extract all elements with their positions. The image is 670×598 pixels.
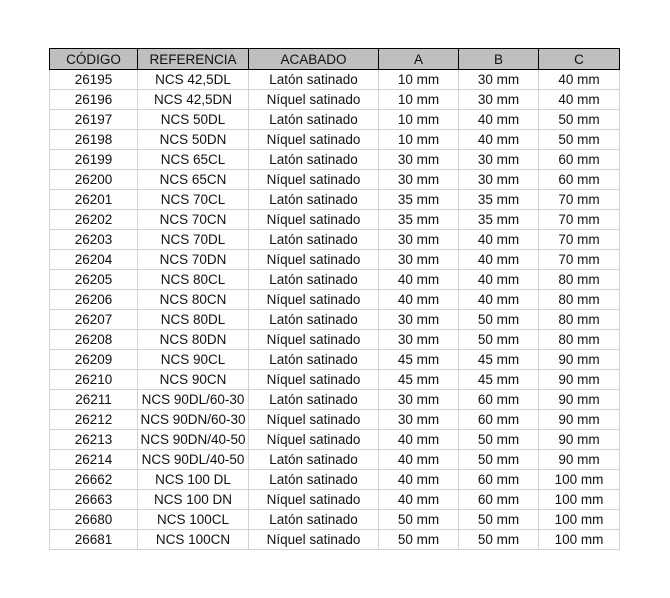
cell-referencia: NCS 80DN — [138, 330, 249, 350]
cell-b: 60 mm — [459, 410, 539, 430]
table-row — [50, 450, 620, 470]
cell-referencia: NCS 100CL — [138, 510, 249, 530]
cell-a: 50 mm — [379, 510, 459, 530]
cell-codigo: 26681 — [50, 530, 138, 550]
cell-c: 70 mm — [539, 230, 620, 250]
cell-codigo: 26204 — [50, 250, 138, 270]
cell-acabado: Latón satinado — [249, 450, 379, 470]
cell-referencia: NCS 65CL — [138, 150, 249, 170]
cell-codigo: 26213 — [50, 430, 138, 450]
cell-referencia: NCS 100CN — [138, 530, 249, 550]
cell-referencia: NCS 90CN — [138, 370, 249, 390]
cell-a: 30 mm — [379, 250, 459, 270]
cell-acabado: Níquel satinado — [249, 490, 379, 510]
cell-referencia: NCS 90DL/60-30 — [138, 390, 249, 410]
cell-c: 100 mm — [539, 470, 620, 490]
cell-codigo: 26680 — [50, 510, 138, 530]
cell-referencia: NCS 70CL — [138, 190, 249, 210]
cell-acabado: Latón satinado — [249, 390, 379, 410]
cell-b: 50 mm — [459, 310, 539, 330]
cell-acabado: Níquel satinado — [249, 370, 379, 390]
cell-b: 50 mm — [459, 330, 539, 350]
cell-acabado: Latón satinado — [249, 230, 379, 250]
cell-codigo: 26207 — [50, 310, 138, 330]
header-row — [50, 49, 620, 70]
cell-referencia: NCS 65CN — [138, 170, 249, 190]
cell-c: 80 mm — [539, 270, 620, 290]
cell-c: 40 mm — [539, 70, 620, 90]
cell-acabado: Níquel satinado — [249, 330, 379, 350]
cell-a: 40 mm — [379, 430, 459, 450]
cell-a: 50 mm — [379, 530, 459, 550]
product-table — [49, 48, 620, 550]
cell-c: 80 mm — [539, 290, 620, 310]
cell-acabado: Latón satinado — [249, 470, 379, 490]
column-header-a: A — [379, 49, 459, 70]
cell-b: 40 mm — [459, 270, 539, 290]
cell-codigo: 26663 — [50, 490, 138, 510]
cell-acabado: Latón satinado — [249, 110, 379, 130]
cell-a: 40 mm — [379, 470, 459, 490]
cell-c: 60 mm — [539, 170, 620, 190]
cell-codigo: 26210 — [50, 370, 138, 390]
cell-a: 40 mm — [379, 450, 459, 470]
cell-c: 40 mm — [539, 90, 620, 110]
table-row — [50, 490, 620, 510]
cell-c: 90 mm — [539, 410, 620, 430]
table-row — [50, 390, 620, 410]
cell-a: 40 mm — [379, 490, 459, 510]
cell-acabado: Níquel satinado — [249, 410, 379, 430]
column-header-referencia: REFERENCIA — [138, 49, 249, 70]
table-row — [50, 330, 620, 350]
cell-referencia: NCS 100 DN — [138, 490, 249, 510]
table-row — [50, 310, 620, 330]
cell-b: 30 mm — [459, 90, 539, 110]
table-row — [50, 530, 620, 550]
cell-c: 90 mm — [539, 450, 620, 470]
cell-referencia: NCS 70DN — [138, 250, 249, 270]
cell-codigo: 26208 — [50, 330, 138, 350]
table-row — [50, 170, 620, 190]
cell-a: 10 mm — [379, 110, 459, 130]
column-header-acabado: ACABADO — [249, 49, 379, 70]
cell-c: 50 mm — [539, 110, 620, 130]
cell-acabado: Níquel satinado — [249, 430, 379, 450]
column-header-codigo: CÓDIGO — [50, 49, 138, 70]
cell-c: 70 mm — [539, 190, 620, 210]
table-row — [50, 130, 620, 150]
cell-codigo: 26200 — [50, 170, 138, 190]
cell-a: 45 mm — [379, 370, 459, 390]
table-row — [50, 370, 620, 390]
table-row — [50, 150, 620, 170]
cell-a: 30 mm — [379, 150, 459, 170]
cell-c: 80 mm — [539, 310, 620, 330]
cell-referencia: NCS 70CN — [138, 210, 249, 230]
cell-b: 40 mm — [459, 250, 539, 270]
cell-b: 60 mm — [459, 470, 539, 490]
cell-acabado: Níquel satinado — [249, 250, 379, 270]
cell-b: 50 mm — [459, 510, 539, 530]
cell-acabado: Níquel satinado — [249, 290, 379, 310]
table-row — [50, 410, 620, 430]
cell-referencia: NCS 50DN — [138, 130, 249, 150]
cell-c: 100 mm — [539, 490, 620, 510]
column-header-b: B — [459, 49, 539, 70]
cell-c: 80 mm — [539, 330, 620, 350]
cell-a: 35 mm — [379, 210, 459, 230]
cell-b: 35 mm — [459, 210, 539, 230]
table-row — [50, 430, 620, 450]
column-header-c: C — [539, 49, 620, 70]
cell-b: 50 mm — [459, 430, 539, 450]
cell-b: 35 mm — [459, 190, 539, 210]
cell-acabado: Latón satinado — [249, 70, 379, 90]
cell-a: 10 mm — [379, 70, 459, 90]
cell-referencia: NCS 42,5DL — [138, 70, 249, 90]
cell-codigo: 26205 — [50, 270, 138, 290]
cell-c: 90 mm — [539, 430, 620, 450]
cell-a: 40 mm — [379, 290, 459, 310]
cell-codigo: 26201 — [50, 190, 138, 210]
table-row — [50, 290, 620, 310]
table-row — [50, 230, 620, 250]
cell-codigo: 26206 — [50, 290, 138, 310]
table-row — [50, 90, 620, 110]
table-header — [50, 49, 620, 70]
cell-c: 100 mm — [539, 530, 620, 550]
cell-acabado: Níquel satinado — [249, 530, 379, 550]
cell-acabado: Latón satinado — [249, 190, 379, 210]
cell-a: 30 mm — [379, 310, 459, 330]
cell-acabado: Níquel satinado — [249, 90, 379, 110]
cell-b: 45 mm — [459, 350, 539, 370]
table-row — [50, 110, 620, 130]
product-table-container — [49, 48, 619, 550]
table-row — [50, 350, 620, 370]
cell-codigo: 26203 — [50, 230, 138, 250]
cell-referencia: NCS 80DL — [138, 310, 249, 330]
cell-acabado: Latón satinado — [249, 510, 379, 530]
cell-b: 30 mm — [459, 170, 539, 190]
cell-referencia: NCS 80CN — [138, 290, 249, 310]
cell-b: 45 mm — [459, 370, 539, 390]
cell-codigo: 26196 — [50, 90, 138, 110]
cell-c: 90 mm — [539, 350, 620, 370]
cell-referencia: NCS 100 DL — [138, 470, 249, 490]
cell-codigo: 26214 — [50, 450, 138, 470]
cell-b: 60 mm — [459, 390, 539, 410]
cell-referencia: NCS 80CL — [138, 270, 249, 290]
table-row — [50, 70, 620, 90]
cell-codigo: 26195 — [50, 70, 138, 90]
cell-c: 70 mm — [539, 210, 620, 230]
cell-a: 30 mm — [379, 410, 459, 430]
cell-c: 60 mm — [539, 150, 620, 170]
cell-c: 70 mm — [539, 250, 620, 270]
cell-a: 45 mm — [379, 350, 459, 370]
cell-referencia: NCS 70DL — [138, 230, 249, 250]
table-row — [50, 270, 620, 290]
cell-acabado: Latón satinado — [249, 150, 379, 170]
cell-codigo: 26212 — [50, 410, 138, 430]
cell-acabado: Latón satinado — [249, 310, 379, 330]
cell-b: 50 mm — [459, 530, 539, 550]
cell-a: 40 mm — [379, 270, 459, 290]
cell-b: 30 mm — [459, 150, 539, 170]
table-row — [50, 210, 620, 230]
cell-b: 50 mm — [459, 450, 539, 470]
cell-codigo: 26209 — [50, 350, 138, 370]
cell-acabado: Níquel satinado — [249, 210, 379, 230]
cell-b: 40 mm — [459, 130, 539, 150]
cell-b: 40 mm — [459, 230, 539, 250]
cell-a: 30 mm — [379, 390, 459, 410]
cell-referencia: NCS 90DN/60-30 — [138, 410, 249, 430]
cell-codigo: 26199 — [50, 150, 138, 170]
cell-acabado: Níquel satinado — [249, 170, 379, 190]
table-row — [50, 250, 620, 270]
cell-c: 50 mm — [539, 130, 620, 150]
table-row — [50, 190, 620, 210]
cell-referencia: NCS 42,5DN — [138, 90, 249, 110]
cell-codigo: 26662 — [50, 470, 138, 490]
cell-b: 40 mm — [459, 110, 539, 130]
cell-b: 30 mm — [459, 70, 539, 90]
cell-codigo: 26202 — [50, 210, 138, 230]
cell-b: 40 mm — [459, 290, 539, 310]
table-row — [50, 510, 620, 530]
cell-codigo: 26197 — [50, 110, 138, 130]
cell-c: 90 mm — [539, 370, 620, 390]
cell-c: 90 mm — [539, 390, 620, 410]
cell-c: 100 mm — [539, 510, 620, 530]
cell-acabado: Latón satinado — [249, 350, 379, 370]
cell-codigo: 26211 — [50, 390, 138, 410]
cell-referencia: NCS 50DL — [138, 110, 249, 130]
cell-a: 10 mm — [379, 130, 459, 150]
cell-codigo: 26198 — [50, 130, 138, 150]
cell-acabado: Latón satinado — [249, 270, 379, 290]
cell-referencia: NCS 90DL/40-50 — [138, 450, 249, 470]
table-row — [50, 470, 620, 490]
cell-a: 30 mm — [379, 230, 459, 250]
cell-a: 10 mm — [379, 90, 459, 110]
cell-referencia: NCS 90DN/40-50 — [138, 430, 249, 450]
cell-referencia: NCS 90CL — [138, 350, 249, 370]
cell-acabado: Níquel satinado — [249, 130, 379, 150]
table-body — [50, 70, 620, 550]
cell-a: 30 mm — [379, 170, 459, 190]
cell-a: 35 mm — [379, 190, 459, 210]
cell-a: 30 mm — [379, 330, 459, 350]
cell-b: 60 mm — [459, 490, 539, 510]
